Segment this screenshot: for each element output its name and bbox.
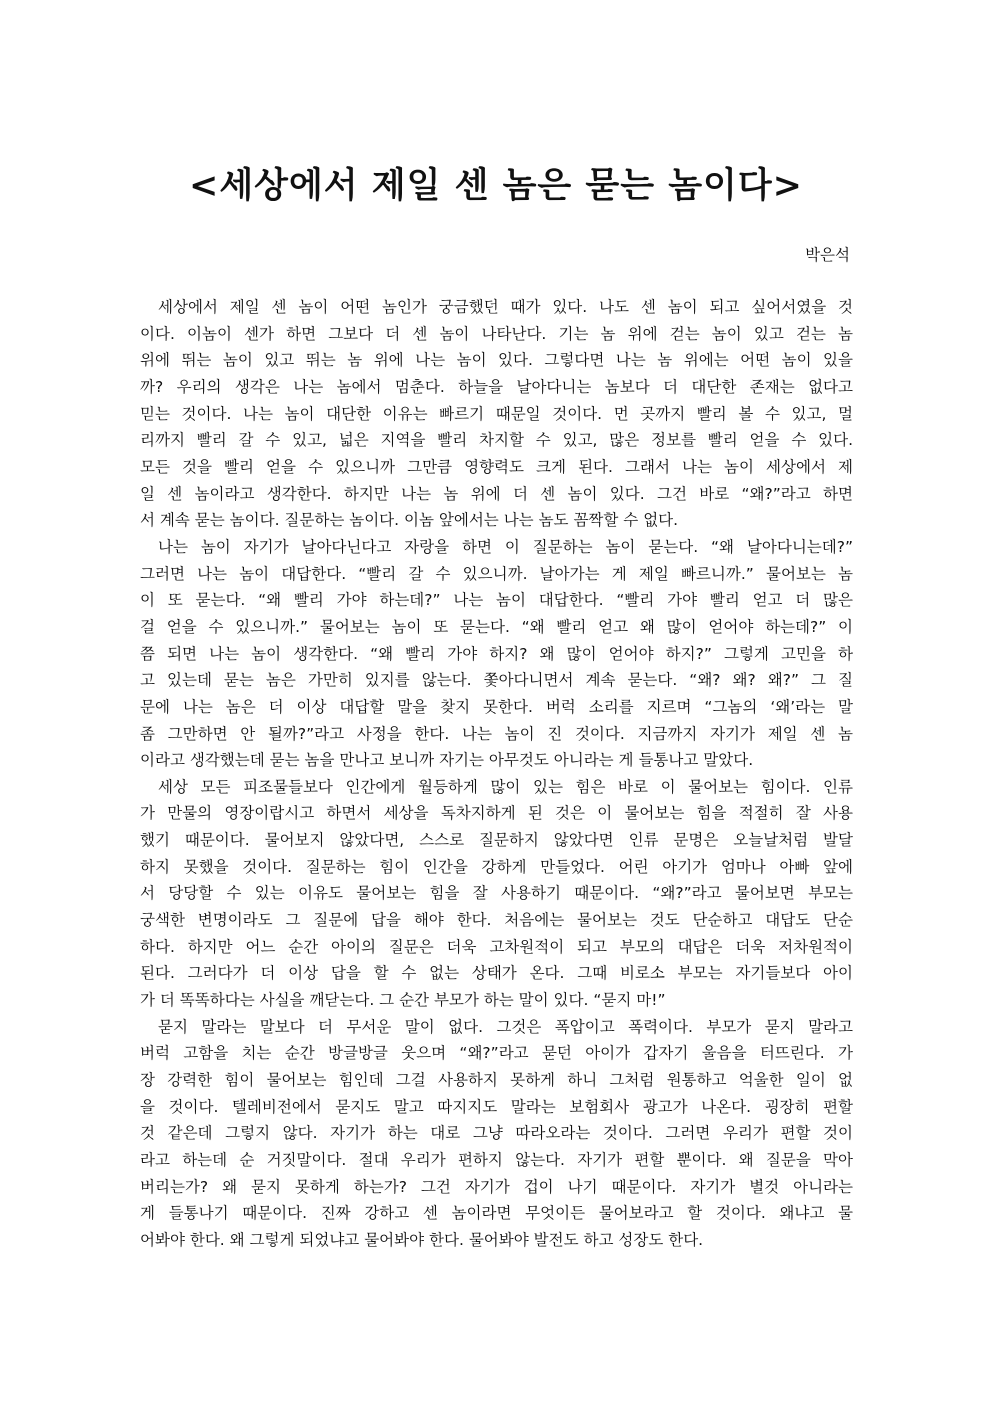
text-line: 라고 하는데 순 거짓말이다. 절대 우리가 편하지 않는다. 자기가 편할 뿐이다. 왜 질문을 막아 (140, 1151, 853, 1169)
text-line: 리까지 빨리 갈 수 있고, 넓은 지역을 빨리 차지할 수 있고, 많은 정보를 빨리 얻을 수 있다. (140, 431, 853, 450)
text-line: 믿는 것이다. 나는 놈이 대단한 이유는 빠르기 때문일 것이다. 먼 곳까지 빨리 볼 수 있고, 멀 (140, 404, 853, 423)
text-line: 세상에서 제일 센 놈이 어떤 놈인가 궁금했던 때가 있다. 나도 센 놈이 되고 싶어서였을 것 (158, 298, 853, 316)
text-line: 이 또 묻는다. “왜 빨리 가야 하는데?” 나는 놈이 대답한다. “빨리 가야 빨리 얻고 더 많은 (140, 591, 853, 610)
text-line: 서 당당할 수 있는 이유도 물어보는 힘을 잘 사용하기 때문이다. “왜?”라고 물어보면 부모는 (140, 884, 853, 903)
text-line: 하지 못했을 것이다. 질문하는 힘이 인간을 강하게 만들었다. 어린 아기가 엄마나 아빠 앞에 (140, 857, 853, 876)
text-line: 위에 뛰는 놈이 있고 뛰는 놈 위에 나는 놈이 있다. 그렇다면 나는 놈 위에는 어떤 놈이 있을 (140, 351, 853, 370)
text-line: 나는 놈이 자기가 날아다닌다고 자랑을 하면 이 질문하는 놈이 묻는다. “왜 날아다니는데?” (158, 537, 853, 556)
text-line: 세상 모든 피조물들보다 인간에게 월등하게 많이 있는 힘은 바로 이 물어보는 힘이다. 인류 (158, 777, 853, 796)
text-line: 장 강력한 힘이 물어보는 힘인데 그걸 사용하지 못하게 하니 그처럼 원통하고 억울한 일이 없 (140, 1071, 853, 1090)
text-line: 가 만물의 영장이랍시고 하면서 세상을 독차지하게 된 것은 이 물어보는 힘을 적절히 잘 사용 (140, 804, 853, 823)
text-line: 모든 것을 빨리 얻을 수 있으니까 그만큼 영향력도 크게 된다. 그래서 나는 놈이 세상에서 제 (140, 457, 853, 476)
author-name: 박은석 (805, 246, 850, 264)
text-line: 했기 때문이다. 물어보지 않았다면, 스스로 질문하지 않았다면 인류 문명은 오늘날처럼 발달 (140, 831, 853, 850)
text-line: 묻지 말라는 말보다 더 무서운 말이 없다. 그것은 폭압이고 폭력이다. 부모가 묻지 말라고 (158, 1017, 853, 1036)
paragraph (140, 294, 853, 534)
text-line: 까? 우리의 생각은 나는 놈에서 멈춘다. 하늘을 날아다니는 놈보다 더 대단한 존재는 없다고 (140, 377, 853, 396)
document-body (140, 294, 853, 1254)
text-line: 버리는가? 왜 묻지 못하게 하는가? 그건 자기가 겁이 나기 때문이다. 자기가 별것 아니라는 (140, 1177, 853, 1196)
text-line: 좀 그만하면 안 될까?”라고 사정을 한다. 나는 놈이 진 것이다. 지금까지 자기가 제일 센 놈 (140, 724, 853, 743)
text-line: 하다. 하지만 어느 순간 아이의 질문은 더욱 고차원적이 되고 부모의 대답은 더욱 저차원적이 (140, 937, 853, 956)
text-line: 그러면 나는 놈이 대답한다. “빨리 갈 수 있으니까. 날아가는 게 제일 빠르니까.” 물어보는 놈 (140, 564, 853, 583)
text-line: 쯤 되면 나는 놈이 생각한다. “왜 빨리 가야 하지? 왜 많이 얻어야 하지?” 그렇게 고민을 하 (140, 644, 853, 663)
text-line: 버럭 고함을 치는 순간 방글방글 웃으며 “왜?”라고 묻던 아이가 갑자기 울음을 터뜨린다. 가 (140, 1044, 853, 1063)
paragraph (140, 1014, 853, 1254)
text-line: 궁색한 변명이라도 그 질문에 답을 해야 한다. 처음에는 물어보는 것도 단순하고 대답도 단순 (140, 911, 853, 930)
text-line: 서 계속 묻는 놈이다. 질문하는 놈이다. 이놈 앞에서는 나는 놈도 꼼짝할 수 없다. (140, 511, 679, 530)
text-line: 이다. 이놈이 센가 하면 그보다 더 센 놈이 나타난다. 기는 놈 위에 걷는 놈이 있고 걷는 놈 (140, 324, 853, 343)
text-line: 게 들통나기 때문이다. 진짜 강하고 센 놈이라면 무엇이든 물어보라고 할 것이다. 왜냐고 물 (140, 1204, 853, 1223)
text-line: 가 더 똑똑하다는 사실을 깨닫는다. 그 순간 부모가 하는 말이 있다. “묻지 마!” (140, 991, 666, 1010)
text-line: 이라고 생각했는데 묻는 놈을 만나고 보니까 자기는 아무것도 아니라는 게 들통나고 말았다. (140, 751, 754, 770)
text-line: 문에 나는 놈은 더 이상 대답할 말을 찾지 못한다. 버럭 소리를 지르며 “그놈의 ‘왜’라는 말 (140, 697, 853, 716)
text-line: 을 것이다. 텔레비전에서 묻지도 말고 따지지도 말라는 보험회사 광고가 나온다. 굉장히 편할 (140, 1097, 853, 1116)
paragraph (140, 534, 853, 774)
text-line: 된다. 그러다가 더 이상 답을 할 수 없는 상태가 온다. 그때 비로소 부모는 자기들보다 아이 (140, 964, 853, 983)
text-line: 걸 얻을 수 있으니까.” 물어보는 놈이 또 묻는다. “왜 빨리 얻고 왜 많이 얻어야 하는데?” 이 (140, 617, 853, 636)
text-line: 것 같은데 그렇지 않다. 자기가 하는 대로 그냥 따라오라는 것이다. 그러면 우리가 편할 것이 (140, 1124, 853, 1143)
document-title: <세상에서 제일 센 놈은 묻는 놈이다> (189, 165, 803, 206)
text-line: 일 센 놈이라고 생각한다. 하지만 나는 놈 위에 더 센 놈이 있다. 그건 바로 “왜?”라고 하면 (140, 484, 853, 503)
text-line: 어봐야 한다. 왜 그렇게 되었냐고 물어봐야 한다. 물어봐야 발전도 하고 성장도 한다. (140, 1230, 704, 1249)
paragraph (140, 774, 853, 1014)
text-line: 고 있는데 묻는 놈은 가만히 있지를 않는다. 쫓아다니면서 계속 묻는다. “왜? 왜? 왜?” 그 질 (140, 671, 853, 690)
